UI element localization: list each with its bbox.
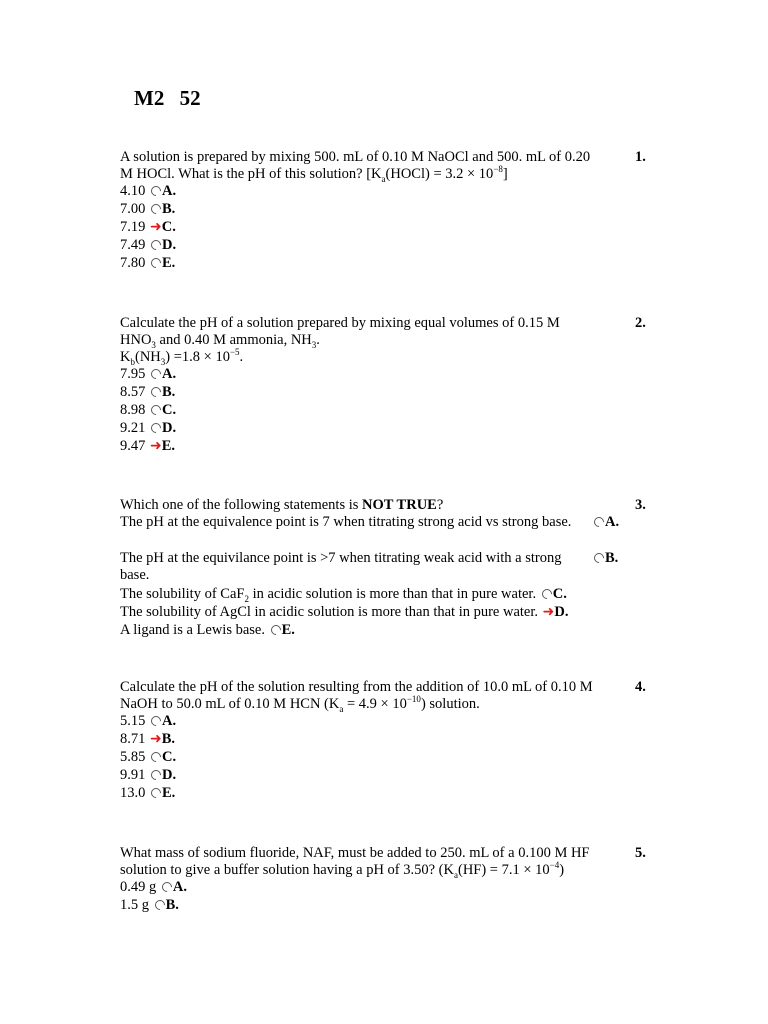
question-text: Which one of the following statements is NOT TRUE? (120, 497, 444, 513)
option-a[interactable]: 7.95 A. (120, 366, 177, 382)
options-list (120, 514, 660, 640)
question-text: What mass of sodium fluoride, NAF, must be added to 250. mL of a 0.100 M HF solution to give a buffer solution having a pH of 3.50? $(K_a(HF) = 7.1 \times 10^{-4})$ (120, 845, 590, 880)
options-list (120, 183, 660, 273)
question-number: 3. (635, 497, 646, 513)
option-e[interactable]: 9.47 ➜E. (120, 438, 176, 454)
radio-circle-icon[interactable] (149, 403, 163, 417)
options-list (120, 713, 660, 803)
radio-circle-icon[interactable] (540, 587, 554, 601)
option-e[interactable]: 7.80 E. (120, 255, 176, 271)
option-a[interactable]: The pH at the equivalence point is 7 when titrating strong acid vs strong base. A. (120, 514, 620, 530)
radio-circle-icon[interactable] (149, 750, 163, 764)
option-d[interactable]: 9.21 D. (120, 420, 177, 436)
option-d[interactable]: 9.91 D. (120, 767, 177, 783)
option-b[interactable]: 8.57 B. (120, 384, 176, 400)
options-list (120, 366, 660, 456)
option-e[interactable]: 13.0 E. (120, 785, 176, 801)
question-5 (120, 845, 660, 915)
option-c[interactable]: 5.85 C. (120, 749, 177, 765)
radio-circle-icon[interactable] (149, 385, 163, 399)
option-d[interactable]: The solubility of AgCl in acidic solution is more than that in pure water. ➜D. (120, 604, 569, 620)
option-a[interactable]: 5.15 A. (120, 713, 177, 729)
option-b[interactable]: 7.00 B. (120, 201, 176, 217)
radio-circle-icon[interactable] (269, 623, 283, 637)
red-arrow-icon: ➜ (150, 219, 162, 235)
radio-circle-icon[interactable] (149, 184, 163, 198)
question-2 (120, 315, 660, 456)
option-b[interactable]: 8.71 ➜B. (120, 731, 176, 747)
radio-circle-icon[interactable] (149, 238, 163, 252)
question-text: Calculate the pH of the solution resulting from the addition of 10.0 mL of 0.10 M NaOH to 50.0 mL of 0.10 M HCN $(K_a = 4.9 \times 10^{-10})$ solution. (120, 679, 593, 714)
question-4 (120, 679, 660, 803)
question-1 (120, 149, 660, 273)
radio-circle-icon[interactable] (149, 421, 163, 435)
question-number: 5. (635, 845, 646, 861)
question-number: 1. (635, 149, 646, 165)
page-title: M2 52 (134, 86, 201, 110)
option-c[interactable]: 8.98 C. (120, 402, 177, 418)
radio-circle-icon[interactable] (149, 768, 163, 782)
option-a[interactable]: 4.10 A. (120, 183, 177, 199)
radio-circle-icon[interactable] (153, 898, 167, 912)
red-arrow-icon: ➜ (150, 438, 162, 454)
option-c[interactable]: The solubility of CaF$_2$ in acidic solution is more than that in pure water. C. (120, 586, 567, 604)
radio-circle-icon[interactable] (149, 202, 163, 216)
option-a[interactable]: 0.49 g A. (120, 879, 187, 895)
option-d[interactable]: 7.49 D. (120, 237, 177, 253)
question-text: A solution is prepared by mixing 500. mL of 0.10 M NaOCl and 500. mL of 0.20 M HOCl. What is the pH of this solution? $[K_a(HOCl) = 3.2 \times 10^{-8}]$ (120, 149, 591, 184)
red-arrow-icon: ➜ (542, 604, 555, 620)
radio-circle-icon[interactable] (149, 367, 163, 381)
question-3 (120, 497, 660, 640)
radio-circle-icon[interactable] (592, 515, 606, 529)
radio-circle-icon[interactable] (160, 880, 174, 894)
radio-circle-icon[interactable] (149, 786, 163, 800)
option-c[interactable]: 7.19 ➜C. (120, 219, 176, 235)
radio-circle-icon[interactable] (592, 551, 606, 565)
options-list (120, 879, 660, 915)
option-b[interactable]: The pH at the equivilance point is >7 when titrating weak acid with a strong base. B. (120, 550, 619, 583)
option-e[interactable]: A ligand is a Lewis base. E. (120, 622, 295, 638)
option-b[interactable]: 1.5 g B. (120, 897, 179, 913)
question-number: 4. (635, 679, 646, 695)
radio-circle-icon[interactable] (149, 256, 163, 270)
question-text: Calculate the pH of a solution prepared by mixing equal volumes of 0.15 M $HNO_3$ and 0.40 M ammonia, $NH_3$. $K_b(NH_3) =1.8 \times 10^{-5}$. (120, 315, 560, 367)
radio-circle-icon[interactable] (149, 714, 163, 728)
red-arrow-icon: ➜ (150, 731, 162, 747)
question-number: 2. (635, 315, 646, 331)
